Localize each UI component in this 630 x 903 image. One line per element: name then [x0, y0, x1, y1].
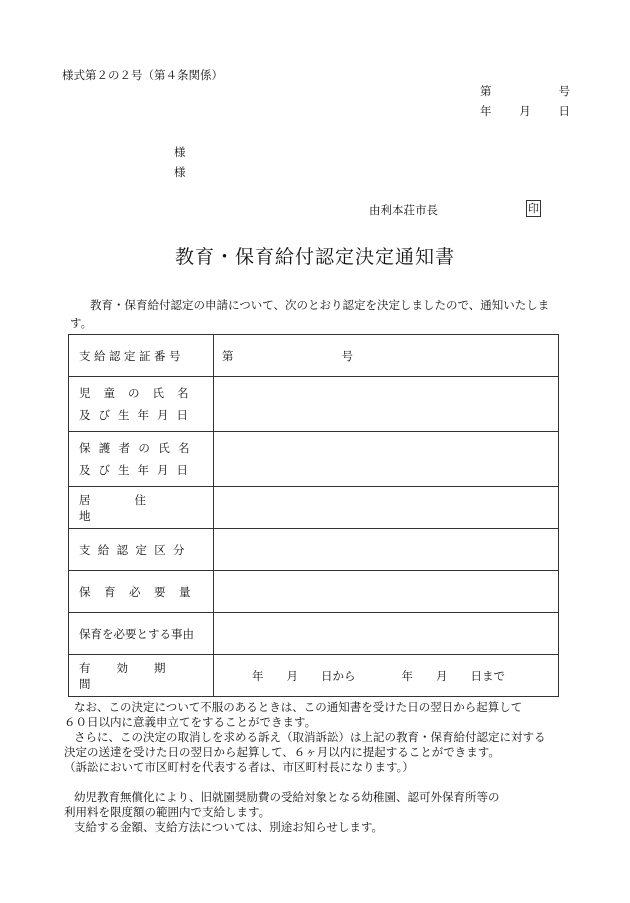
label-cert-category: 支給認定区分	[79, 542, 192, 557]
label-care-reason: 保育を必要とする事由	[79, 626, 194, 641]
number-prefix: 第	[480, 84, 492, 98]
label-child-name: 児童の氏名	[79, 386, 202, 400]
label-child-birthdate: 及び生年月日	[79, 408, 196, 422]
cell-value	[214, 377, 559, 432]
intro-paragraph	[70, 296, 560, 332]
table-row	[69, 432, 559, 487]
note-line: （訴訟において市区町村を代表する者は、市区町村長になります。）	[64, 760, 414, 774]
cell-label	[69, 335, 214, 377]
note-line: 決定の送達を受けた日の翌日から起算して、６ヶ月以内に提起することができます。	[64, 745, 500, 759]
number-suffix: 号	[558, 84, 570, 98]
table-row	[69, 613, 559, 655]
seal-stamp: 印	[528, 202, 539, 215]
note-line: さらに、この決定の取消しを求める訴え（取消訴訟）は上記の教育・保育給付認定に対する	[74, 730, 546, 744]
label-valid-period: 有効期間	[79, 660, 192, 691]
cell-label	[69, 377, 214, 432]
cell-label	[69, 655, 214, 697]
cell-value	[214, 529, 559, 571]
issue-date	[480, 103, 570, 119]
table-row	[69, 335, 559, 377]
table-row	[69, 655, 559, 697]
label-address: 居住地	[79, 492, 190, 523]
note-line: 利用料を限度額の範囲内で支給します。	[64, 805, 271, 819]
form-number: 様式第２の２号（第４条関係）	[62, 68, 223, 82]
cell-label	[69, 571, 214, 613]
certification-table	[68, 334, 559, 697]
table-row	[69, 377, 559, 432]
cert-number-value: 第 号	[222, 348, 353, 363]
date-day: 日	[558, 104, 570, 118]
cell-value	[214, 655, 559, 697]
cell-value	[214, 613, 559, 655]
label-guardian-name: 保護者の氏名	[79, 441, 198, 455]
table-row	[69, 571, 559, 613]
table-row	[69, 529, 559, 571]
note-line: 支給する金額、支給方法については、別途お知らせします。	[74, 820, 384, 834]
date-year: 年	[480, 104, 492, 118]
intro-text: 教育・保育給付認定の申請について、次のとおり認定を決定しましたので、通知いたします。	[70, 298, 550, 330]
notes-section	[64, 700, 564, 835]
label-guardian-birthdate: 及び生年月日	[79, 463, 196, 477]
cell-value	[214, 571, 559, 613]
note-line: なお、この決定について不服のあるときは、この通知書を受けた日の翌日から起算して	[74, 700, 523, 714]
valid-period-value: 年 月 日から 年 月 日まで	[252, 668, 505, 683]
table-row	[69, 487, 559, 529]
cell-label	[69, 613, 214, 655]
cell-label	[69, 487, 214, 529]
addressee-1: 様	[174, 145, 186, 159]
label-cert-number: 支給認定証番号	[79, 348, 184, 363]
label-care-amount: 保育必要量	[79, 584, 204, 599]
note-line: ６０日以内に意義申立てをすることができます。	[64, 715, 317, 729]
cell-label	[69, 529, 214, 571]
issuer-name: 由利本荘市長	[369, 203, 438, 217]
cell-value	[214, 335, 559, 377]
cell-label	[69, 432, 214, 487]
cell-value	[214, 487, 559, 529]
note-line: 幼児教育無償化により、旧就園奨励費の受給対象となる幼稚園、認可外保育所等の	[74, 790, 500, 804]
document-title: 教育・保育給付認定決定通知書	[174, 246, 455, 268]
date-month: 月	[519, 104, 531, 118]
cell-value	[214, 432, 559, 487]
document-number	[480, 83, 570, 99]
addressee-2: 様	[174, 165, 186, 179]
